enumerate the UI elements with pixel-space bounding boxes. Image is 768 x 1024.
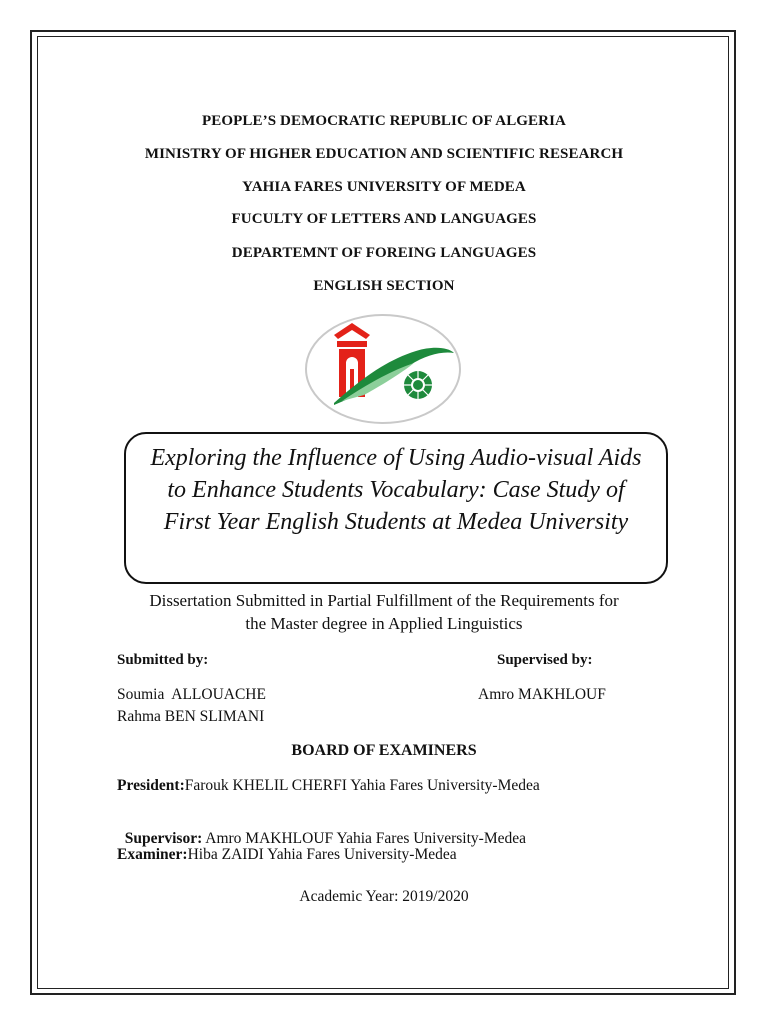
submitted-by-label: Submitted by: [117,652,209,668]
university-logo-icon [304,313,462,425]
author-name: Soumia ALLOUACHE [117,686,266,703]
department-heading: DEPARTEMNT OF FOREING LANGUAGES [231,245,537,261]
examiner-role: President: [117,777,185,794]
ministry-heading: MINISTRY OF HIGHER EDUCATION AND SCIENTIFIC RESEARCH [144,146,624,162]
examiner-details: Hiba ZAIDI Yahia Fares University-Medea [187,846,457,863]
examiner-role: Supervisor: [124,830,203,847]
university-heading: YAHIA FARES UNIVERSITY OF MEDEA [242,179,526,195]
submission-statement-line2: the Master degree in Applied Linguistics [245,614,523,633]
section-heading: ENGLISH SECTION [313,278,455,294]
academic-year: Academic Year: 2019/2020 [299,888,469,905]
dissertation-title: Exploring the Influence of Using Audio-visual Aids to Enhance Students Vocabulary: Case Study of First Year English Students at Medea University [150,445,642,535]
submission-statement-line1: Dissertation Submitted in Partial Fulfillment of the Requirements for [149,591,619,610]
examiner-details: Farouk KHELIL CHERFI Yahia Fares University-Medea [184,777,540,794]
examiner-role: Examiner: [117,846,188,863]
examiner-row-supervisor [117,812,526,848]
examiner-row-examiner [117,846,457,864]
board-of-examiners-heading: BOARD OF EXAMINERS [291,742,477,759]
supervisor-name: Amro MAKHLOUF [478,686,606,703]
examiner-details: Amro MAKHLOUF Yahia Fares University-Medea [202,830,526,847]
examiner-row-president [117,777,540,795]
faculty-heading: FUCULTY OF LETTERS AND LANGUAGES [231,211,537,227]
supervised-by-label: Supervised by: [497,652,593,668]
country-heading: PEOPLE’S DEMOCRATIC REPUBLIC OF ALGERIA [202,113,566,129]
author-name: Rahma BEN SLIMANI [117,708,265,725]
